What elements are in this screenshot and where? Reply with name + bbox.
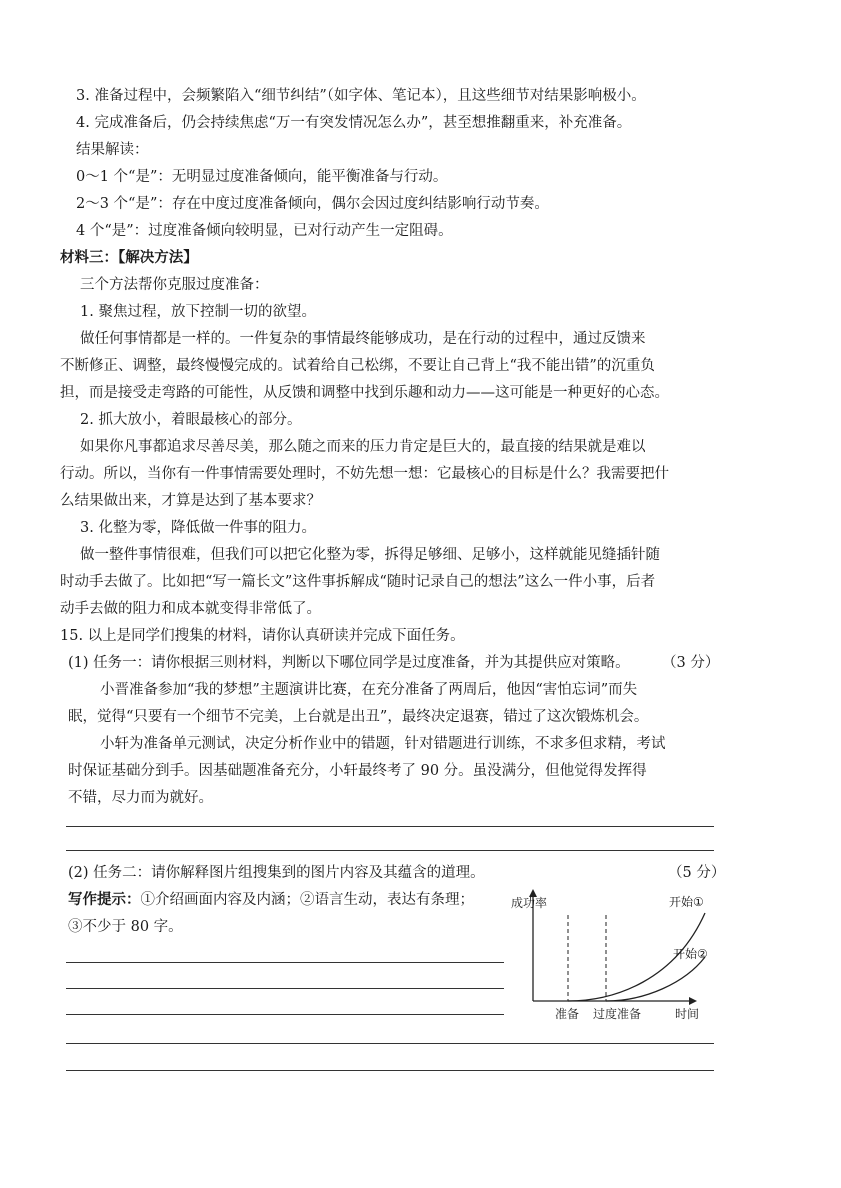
result-line-1: 0～1 个“是”：无明显过度准备倾向，能平衡准备与行动。 bbox=[76, 169, 448, 185]
result-title: 结果解读： bbox=[76, 142, 149, 158]
method1-line-2: 不断修正、调整，最终慢慢完成的。试着给自己松绑，不要让自己背上“我不能出错”的沉重负 bbox=[60, 358, 655, 374]
x-axis-label: 时间 bbox=[675, 1007, 700, 1021]
task1-para2-line-2: 时保证基础分到手。因基础题准备充分，小轩最终考了 90 分。虽没满分，但他觉得发挥得 bbox=[68, 763, 647, 779]
result-line-2: 2～3 个“是”：存在中度过度准备倾向，偶尔会因过度纠结影响行动节奏。 bbox=[76, 196, 549, 212]
task1-title: (1) 任务一：请你根据三则材料，判断以下哪位同学是过度准备，并为其提供应对策略。 bbox=[68, 655, 630, 671]
series-label-start-2: 开始② bbox=[673, 947, 708, 961]
hint-line-1: ①介绍画面内容及内涵；②语言生动，表达有条理； bbox=[140, 892, 474, 908]
method3-line-1: 做一整件事情很难，但我们可以把它化整为零，拆得足够细、足够小，这样就能见缝插针随 bbox=[80, 547, 660, 563]
material3-intro: 三个方法帮你克服过度准备： bbox=[80, 277, 269, 293]
task1-para2-line-3: 不错，尽力而为就好。 bbox=[68, 790, 213, 806]
series-line-start-2 bbox=[606, 957, 705, 1001]
answer-line[interactable] bbox=[66, 1043, 714, 1044]
method1-title: 1. 聚焦过程，放下控制一切的欲望。 bbox=[80, 304, 316, 320]
method1-line-3: 担，而是接受走弯路的可能性，从反馈和调整中找到乐趣和动力——这可能是一种更好的心态。 bbox=[60, 385, 669, 401]
marker-label-prepare: 准备 bbox=[555, 1007, 580, 1021]
task1-para1-line-2: 眠，觉得“只要有一个细节不完美，上台就是出丑”，最终决定退赛，错过了这次锻炼机会。 bbox=[68, 709, 649, 725]
task1-para2-line-1: 小轩为准备单元测试，决定分析作业中的错题，针对错题进行训练，不求多但求精，考试 bbox=[100, 736, 666, 752]
answer-line[interactable] bbox=[66, 962, 504, 963]
survey-item-3: 3. 准备过程中，会频繁陷入“细节纠结”（如字体、笔记本），且这些细节对结果影响极小。 bbox=[76, 88, 646, 104]
marker-label-overprepare: 过度准备 bbox=[593, 1007, 642, 1021]
task2-score: （5 分） bbox=[668, 865, 726, 881]
x-axis-arrow-icon bbox=[689, 997, 697, 1005]
writing-hint bbox=[68, 891, 474, 909]
answer-line[interactable] bbox=[66, 1014, 504, 1015]
answer-line[interactable] bbox=[66, 1070, 714, 1071]
method2-line-1: 如果你凡事都追求尽善尽美，那么随之而来的压力肯定是巨大的，最直接的结果就是难以 bbox=[80, 439, 646, 455]
success-rate-chart bbox=[505, 885, 725, 1035]
task1-score: （3 分） bbox=[662, 655, 720, 671]
result-line-3: 4 个“是”：过度准备倾向较明显，已对行动产生一定阻碍。 bbox=[76, 223, 453, 239]
method2-line-3: 么结果做出来，才算是达到了基本要求？ bbox=[60, 493, 321, 509]
answer-line[interactable] bbox=[66, 850, 714, 851]
method1-line-1: 做任何事情都是一样的。一件复杂的事情最终能够成功，是在行动的过程中，通过反馈来 bbox=[80, 331, 646, 347]
task2-title: (2) 任务二：请你解释图片组搜集到的图片内容及其蕴含的道理。 bbox=[68, 865, 485, 881]
series-label-start-1: 开始① bbox=[669, 895, 704, 909]
answer-line[interactable] bbox=[66, 826, 714, 827]
material3-heading: 材料三：【解决方法】 bbox=[60, 250, 198, 266]
hint-label: 写作提示： bbox=[68, 892, 141, 908]
hint-line-2: ③不少于 80 字。 bbox=[68, 919, 183, 935]
method3-line-3: 动手去做的阻力和成本就变得非常低了。 bbox=[60, 601, 321, 617]
method2-title: 2. 抓大放小，着眼最核心的部分。 bbox=[80, 412, 302, 428]
answer-line[interactable] bbox=[66, 988, 504, 989]
method3-line-2: 时动手去做了。比如把“写一篇长文”这件事拆解成“随时记录自己的想法”这么一件小事，后者 bbox=[60, 574, 656, 590]
method2-line-2: 行动。所以，当你有一件事情需要处理时，不妨先想一想：它最核心的目标是什么？我需要把什 bbox=[60, 466, 669, 482]
method3-title: 3. 化整为零，降低做一件事的阻力。 bbox=[80, 520, 316, 536]
task1-para1-line-1: 小晋准备参加“我的梦想”主题演讲比赛，在充分准备了两周后，他因“害怕忘词”而失 bbox=[100, 682, 638, 698]
y-axis-label: 成功率 bbox=[511, 896, 548, 910]
question-15-stem: 15. 以上是同学们搜集的材料，请你认真研读并完成下面任务。 bbox=[60, 628, 465, 644]
survey-item-4: 4. 完成准备后，仍会持续焦虑“万一有突发情况怎么办”，甚至想推翻重来，补充准备。 bbox=[76, 115, 632, 131]
